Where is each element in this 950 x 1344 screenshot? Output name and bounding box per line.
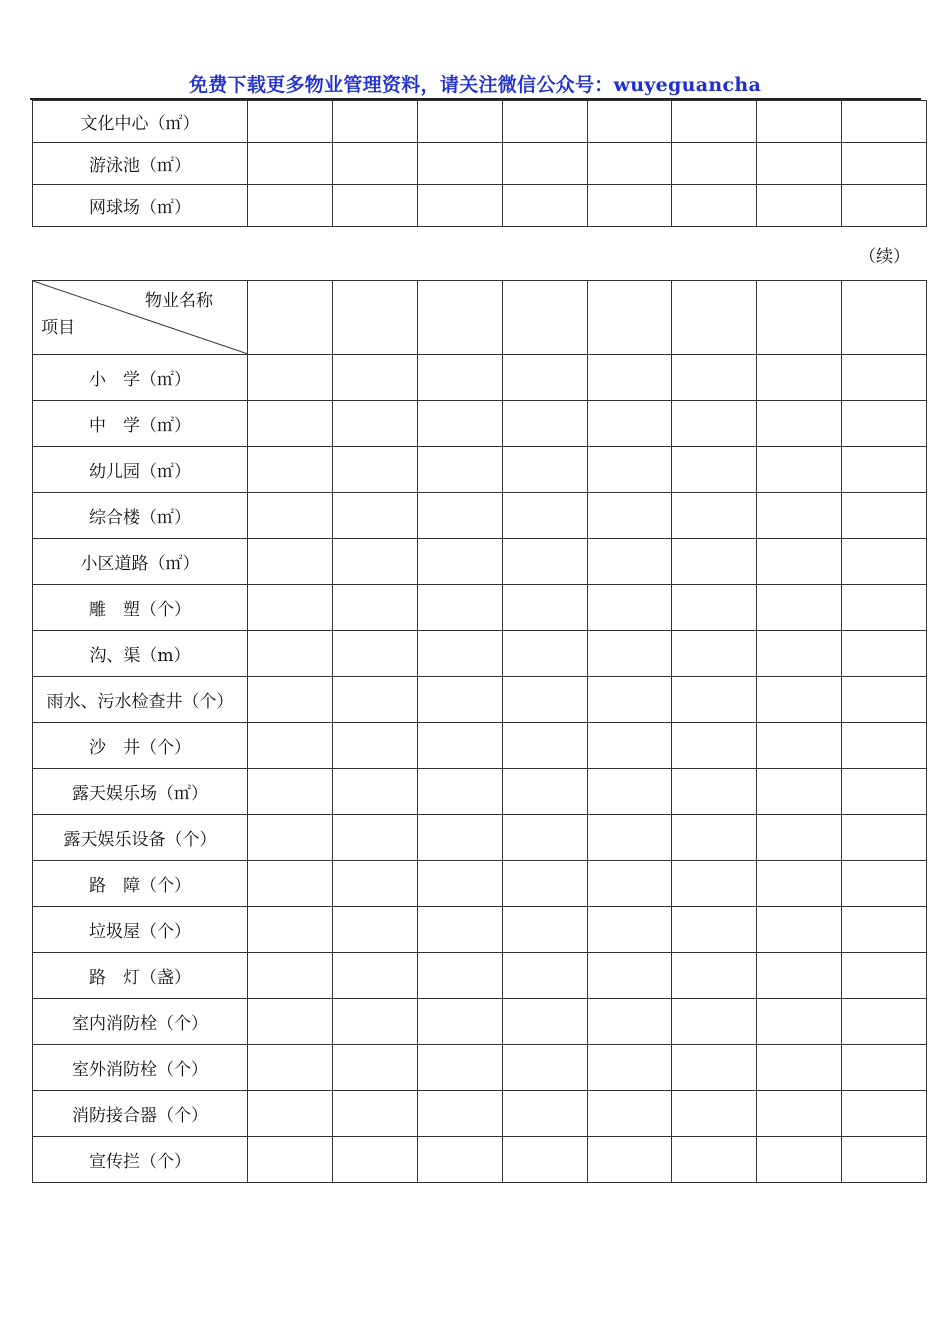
value-cell[interactable] xyxy=(587,143,672,185)
value-cell[interactable] xyxy=(672,861,757,907)
value-cell[interactable] xyxy=(502,401,587,447)
value-cell[interactable] xyxy=(672,953,757,999)
value-cell[interactable] xyxy=(248,631,333,677)
download-banner: 免费下载更多物业管理资料，请关注微信公众号：wuyeguancha xyxy=(188,74,762,96)
value-cell[interactable] xyxy=(332,539,417,585)
value-cell[interactable] xyxy=(757,999,842,1045)
value-cell[interactable] xyxy=(248,539,333,585)
value-cell[interactable] xyxy=(332,1091,417,1137)
value-cell[interactable] xyxy=(502,999,587,1045)
value-cell[interactable] xyxy=(417,861,502,907)
value-cell[interactable] xyxy=(757,953,842,999)
value-cell[interactable] xyxy=(757,1137,842,1183)
continued-label: （续） xyxy=(859,247,910,267)
row-label: 路 障（个） xyxy=(33,861,248,907)
header-cell xyxy=(672,281,757,355)
value-cell[interactable] xyxy=(502,723,587,769)
row-label: 小区道路（㎡） xyxy=(33,539,248,585)
value-cell[interactable] xyxy=(842,101,927,143)
value-cell[interactable] xyxy=(502,1045,587,1091)
value-cell[interactable] xyxy=(672,815,757,861)
row-label: 雨水、污水检查井（个） xyxy=(33,677,248,723)
table-row xyxy=(33,953,927,999)
value-cell[interactable] xyxy=(502,101,587,143)
value-cell[interactable] xyxy=(842,1045,927,1091)
value-cell[interactable] xyxy=(842,861,927,907)
value-cell[interactable] xyxy=(587,101,672,143)
value-cell[interactable] xyxy=(587,907,672,953)
table-row xyxy=(33,1091,927,1137)
header-cell xyxy=(587,281,672,355)
value-cell[interactable] xyxy=(332,953,417,999)
value-cell[interactable] xyxy=(502,143,587,185)
value-cell[interactable] xyxy=(502,907,587,953)
value-cell[interactable] xyxy=(842,907,927,953)
value-cell[interactable] xyxy=(248,1045,333,1091)
header-cell xyxy=(417,281,502,355)
value-cell[interactable] xyxy=(332,355,417,401)
value-cell[interactable] xyxy=(248,815,333,861)
table-row xyxy=(33,101,927,143)
value-cell[interactable] xyxy=(332,1045,417,1091)
value-cell[interactable] xyxy=(672,447,757,493)
value-cell[interactable] xyxy=(757,143,842,185)
value-cell[interactable] xyxy=(587,493,672,539)
row-label: 游泳池（㎡） xyxy=(33,143,248,185)
value-cell[interactable] xyxy=(842,815,927,861)
value-cell[interactable] xyxy=(332,101,417,143)
value-cell[interactable] xyxy=(502,185,587,227)
value-cell[interactable] xyxy=(417,539,502,585)
value-cell[interactable] xyxy=(248,953,333,999)
header-cell xyxy=(842,281,927,355)
row-label: 宣传拦（个） xyxy=(33,1137,248,1183)
row-label: 垃圾屋（个） xyxy=(33,907,248,953)
value-cell[interactable] xyxy=(587,447,672,493)
value-cell[interactable] xyxy=(248,143,333,185)
value-cell[interactable] xyxy=(417,1045,502,1091)
value-cell[interactable] xyxy=(417,723,502,769)
value-cell[interactable] xyxy=(502,1091,587,1137)
value-cell[interactable] xyxy=(502,447,587,493)
value-cell[interactable] xyxy=(672,999,757,1045)
value-cell[interactable] xyxy=(417,585,502,631)
value-cell[interactable] xyxy=(757,101,842,143)
table-row xyxy=(33,815,927,861)
value-cell[interactable] xyxy=(332,769,417,815)
value-cell[interactable] xyxy=(757,815,842,861)
header-cell xyxy=(757,281,842,355)
value-cell[interactable] xyxy=(248,585,333,631)
value-cell[interactable] xyxy=(502,585,587,631)
value-cell[interactable] xyxy=(587,677,672,723)
value-cell[interactable] xyxy=(417,185,502,227)
value-cell[interactable] xyxy=(332,1137,417,1183)
table-row xyxy=(33,723,927,769)
table-row xyxy=(33,185,927,227)
value-cell[interactable] xyxy=(842,401,927,447)
row-label: 网球场（㎡） xyxy=(33,185,248,227)
value-cell[interactable] xyxy=(332,185,417,227)
value-cell[interactable] xyxy=(842,953,927,999)
value-cell[interactable] xyxy=(757,723,842,769)
value-cell[interactable] xyxy=(417,143,502,185)
value-cell[interactable] xyxy=(587,769,672,815)
header-property-name: 物业名称 xyxy=(145,291,213,311)
value-cell[interactable] xyxy=(842,723,927,769)
value-cell[interactable] xyxy=(757,907,842,953)
value-cell[interactable] xyxy=(672,493,757,539)
diagonal-header-cell xyxy=(33,281,248,355)
value-cell[interactable] xyxy=(248,447,333,493)
value-cell[interactable] xyxy=(248,999,333,1045)
value-cell[interactable] xyxy=(672,631,757,677)
header-row xyxy=(33,281,927,355)
value-cell[interactable] xyxy=(248,101,333,143)
value-cell[interactable] xyxy=(502,815,587,861)
facility-table-part2 xyxy=(32,280,927,1183)
table-row xyxy=(33,143,927,185)
value-cell[interactable] xyxy=(672,723,757,769)
value-cell[interactable] xyxy=(332,143,417,185)
table-row xyxy=(33,861,927,907)
row-label: 露天娱乐场（㎡） xyxy=(33,769,248,815)
value-cell[interactable] xyxy=(842,585,927,631)
value-cell[interactable] xyxy=(757,677,842,723)
header-item: 项目 xyxy=(41,318,75,338)
value-cell[interactable] xyxy=(842,769,927,815)
value-cell[interactable] xyxy=(417,1091,502,1137)
table-row xyxy=(33,493,927,539)
value-cell[interactable] xyxy=(248,677,333,723)
row-label: 沟、渠（m） xyxy=(33,631,248,677)
value-cell[interactable] xyxy=(332,585,417,631)
table-row xyxy=(33,539,927,585)
value-cell[interactable] xyxy=(417,631,502,677)
table-row xyxy=(33,769,927,815)
header-cell xyxy=(332,281,417,355)
value-cell[interactable] xyxy=(842,1091,927,1137)
value-cell[interactable] xyxy=(587,355,672,401)
value-cell[interactable] xyxy=(502,677,587,723)
value-cell[interactable] xyxy=(672,101,757,143)
value-cell[interactable] xyxy=(757,493,842,539)
table-row xyxy=(33,631,927,677)
row-label: 路 灯（盏） xyxy=(33,953,248,999)
value-cell[interactable] xyxy=(587,631,672,677)
value-cell[interactable] xyxy=(842,631,927,677)
value-cell[interactable] xyxy=(502,861,587,907)
value-cell[interactable] xyxy=(417,953,502,999)
value-cell[interactable] xyxy=(248,1137,333,1183)
value-cell[interactable] xyxy=(842,1137,927,1183)
value-cell[interactable] xyxy=(842,677,927,723)
value-cell[interactable] xyxy=(502,631,587,677)
value-cell[interactable] xyxy=(417,447,502,493)
value-cell[interactable] xyxy=(672,185,757,227)
table-row xyxy=(33,355,927,401)
value-cell[interactable] xyxy=(672,1091,757,1137)
value-cell[interactable] xyxy=(417,401,502,447)
value-cell[interactable] xyxy=(417,815,502,861)
value-cell[interactable] xyxy=(417,355,502,401)
value-cell[interactable] xyxy=(672,143,757,185)
value-cell[interactable] xyxy=(248,493,333,539)
value-cell[interactable] xyxy=(248,185,333,227)
value-cell[interactable] xyxy=(417,677,502,723)
value-cell[interactable] xyxy=(332,447,417,493)
value-cell[interactable] xyxy=(248,355,333,401)
value-cell[interactable] xyxy=(842,143,927,185)
value-cell[interactable] xyxy=(672,585,757,631)
value-cell[interactable] xyxy=(672,907,757,953)
table-row xyxy=(33,401,927,447)
value-cell[interactable] xyxy=(332,861,417,907)
value-cell[interactable] xyxy=(587,401,672,447)
value-cell[interactable] xyxy=(587,185,672,227)
row-label: 露天娱乐设备（个） xyxy=(33,815,248,861)
value-cell[interactable] xyxy=(502,953,587,999)
table-row xyxy=(33,585,927,631)
table-row xyxy=(33,1137,927,1183)
table-row xyxy=(33,999,927,1045)
value-cell[interactable] xyxy=(502,355,587,401)
value-cell[interactable] xyxy=(417,101,502,143)
value-cell[interactable] xyxy=(502,493,587,539)
value-cell[interactable] xyxy=(417,1137,502,1183)
value-cell[interactable] xyxy=(757,1045,842,1091)
facility-table-part1 xyxy=(32,100,927,227)
value-cell[interactable] xyxy=(332,677,417,723)
value-cell[interactable] xyxy=(672,1045,757,1091)
value-cell[interactable] xyxy=(332,631,417,677)
row-label: 沙 井（个） xyxy=(33,723,248,769)
value-cell[interactable] xyxy=(672,769,757,815)
value-cell[interactable] xyxy=(842,999,927,1045)
value-cell[interactable] xyxy=(757,861,842,907)
row-label: 室内消防栓（个） xyxy=(33,999,248,1045)
value-cell[interactable] xyxy=(587,861,672,907)
value-cell[interactable] xyxy=(672,401,757,447)
row-label: 幼儿园（㎡） xyxy=(33,447,248,493)
value-cell[interactable] xyxy=(842,447,927,493)
value-cell[interactable] xyxy=(417,907,502,953)
value-cell[interactable] xyxy=(587,723,672,769)
value-cell[interactable] xyxy=(672,539,757,585)
value-cell[interactable] xyxy=(842,493,927,539)
value-cell[interactable] xyxy=(502,1137,587,1183)
value-cell[interactable] xyxy=(248,861,333,907)
value-cell[interactable] xyxy=(248,401,333,447)
value-cell[interactable] xyxy=(248,769,333,815)
value-cell[interactable] xyxy=(672,355,757,401)
value-cell[interactable] xyxy=(587,1045,672,1091)
value-cell[interactable] xyxy=(757,539,842,585)
value-cell[interactable] xyxy=(757,185,842,227)
value-cell[interactable] xyxy=(757,355,842,401)
value-cell[interactable] xyxy=(502,769,587,815)
value-cell[interactable] xyxy=(757,447,842,493)
value-cell[interactable] xyxy=(417,493,502,539)
value-cell[interactable] xyxy=(417,999,502,1045)
value-cell[interactable] xyxy=(757,585,842,631)
value-cell[interactable] xyxy=(587,815,672,861)
row-label: 室外消防栓（个） xyxy=(33,1045,248,1091)
value-cell[interactable] xyxy=(248,907,333,953)
value-cell[interactable] xyxy=(502,539,587,585)
value-cell[interactable] xyxy=(332,723,417,769)
value-cell[interactable] xyxy=(332,907,417,953)
value-cell[interactable] xyxy=(757,401,842,447)
value-cell[interactable] xyxy=(417,769,502,815)
row-label: 雕 塑（个） xyxy=(33,585,248,631)
value-cell[interactable] xyxy=(248,723,333,769)
value-cell[interactable] xyxy=(332,999,417,1045)
header-cell xyxy=(502,281,587,355)
value-cell[interactable] xyxy=(757,631,842,677)
table-row xyxy=(33,447,927,493)
value-cell[interactable] xyxy=(587,539,672,585)
header-cell xyxy=(248,281,333,355)
value-cell[interactable] xyxy=(332,815,417,861)
value-cell[interactable] xyxy=(672,1137,757,1183)
value-cell[interactable] xyxy=(332,401,417,447)
value-cell[interactable] xyxy=(587,585,672,631)
value-cell[interactable] xyxy=(587,1137,672,1183)
value-cell[interactable] xyxy=(842,185,927,227)
row-label: 中 学（㎡） xyxy=(33,401,248,447)
value-cell[interactable] xyxy=(248,1091,333,1137)
value-cell[interactable] xyxy=(842,355,927,401)
table-row xyxy=(33,907,927,953)
value-cell[interactable] xyxy=(672,677,757,723)
value-cell[interactable] xyxy=(332,493,417,539)
value-cell[interactable] xyxy=(587,999,672,1045)
value-cell[interactable] xyxy=(757,1091,842,1137)
row-label: 文化中心（㎡） xyxy=(33,101,248,143)
value-cell[interactable] xyxy=(842,539,927,585)
row-label: 消防接合器（个） xyxy=(33,1091,248,1137)
row-label: 综合楼（㎡） xyxy=(33,493,248,539)
value-cell[interactable] xyxy=(757,769,842,815)
value-cell[interactable] xyxy=(587,953,672,999)
value-cell[interactable] xyxy=(587,1091,672,1137)
table-row xyxy=(33,1045,927,1091)
row-label: 小 学（㎡） xyxy=(33,355,248,401)
table-row xyxy=(33,677,927,723)
